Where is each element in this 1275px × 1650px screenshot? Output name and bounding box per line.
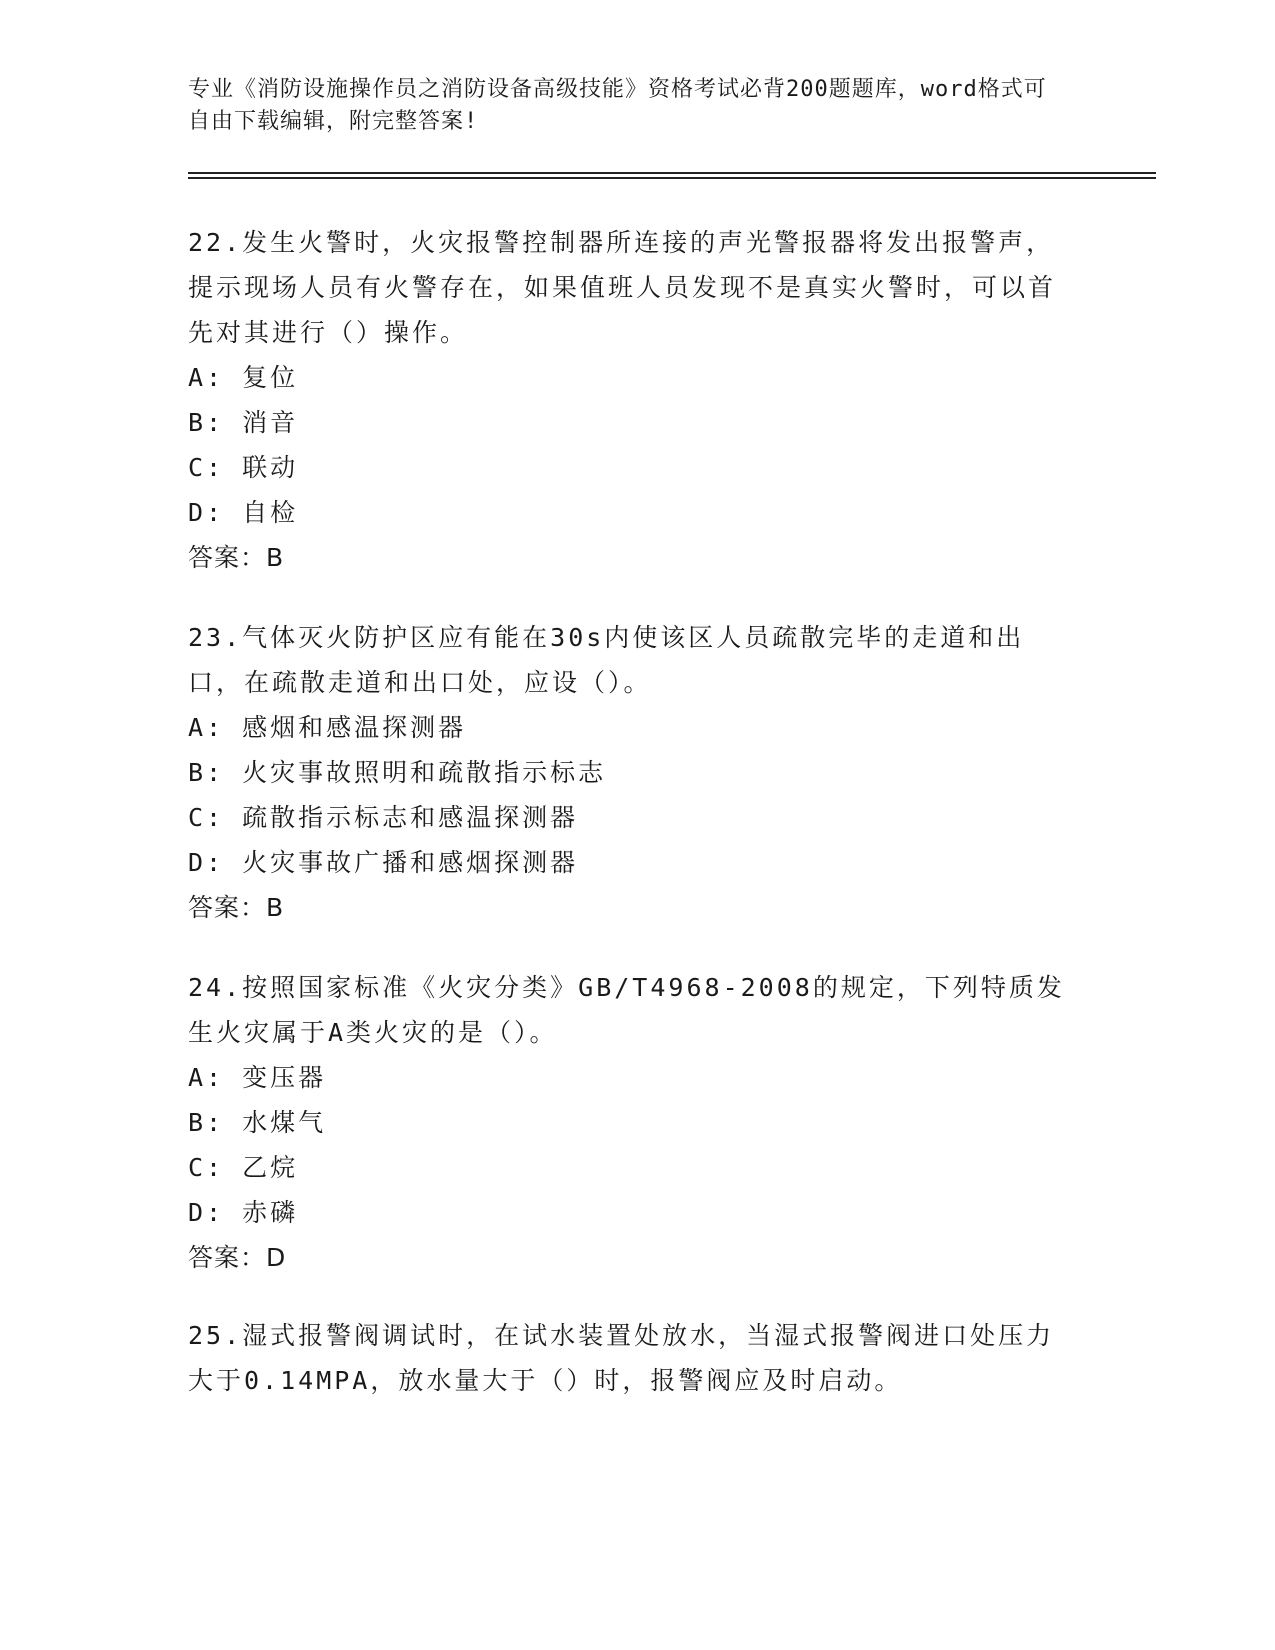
option-d: D: 赤磷	[188, 1198, 299, 1227]
header-divider-top	[188, 172, 1156, 174]
option-a: A: 变压器	[188, 1063, 327, 1092]
question-22	[188, 220, 1078, 581]
question-stem: 22.发生火警时，火灾报警控制器所连接的声光警报器将发出报警声，提示现场人员有火警存在，如果值班人员发现不是真实火警时，可以首先对其进行（）操作。	[188, 228, 1057, 347]
option-d: D: 火灾事故广播和感烟探测器	[188, 848, 579, 877]
option-d: D: 自检	[188, 498, 299, 527]
question-24	[188, 965, 1078, 1281]
option-a: A: 感烟和感温探测器	[188, 713, 467, 742]
document-header: 专业《消防设施操作员之消防设备高级技能》资格考试必背200题题库，word格式可自由下载编辑，附完整答案!	[188, 77, 1047, 134]
option-b: B: 水煤气	[188, 1108, 327, 1137]
header-divider-bottom	[188, 177, 1156, 179]
option-c: C: 联动	[188, 453, 299, 482]
answer-label: 答案：B	[188, 543, 285, 572]
question-23	[188, 615, 1078, 931]
option-b: B: 火灾事故照明和疏散指示标志	[188, 758, 607, 787]
option-b: B: 消音	[188, 408, 299, 437]
question-stem: 23.气体灭火防护区应有能在30s内使该区人员疏散完毕的走道和出口，在疏散走道和出口处，应设（）。	[188, 623, 1025, 697]
answer-label: 答案：B	[188, 893, 285, 922]
question-25	[188, 1313, 1078, 1403]
question-stem: 24.按照国家标准《火灾分类》GB/T4968-2008的规定，下列特质发生火灾属于A类火灾的是（）。	[188, 973, 1065, 1047]
question-stem: 25.湿式报警阀调试时，在试水装置处放水，当湿式报警阀进口处压力大于0.14MPA，放水量大于（）时，报警阀应及时启动。	[188, 1321, 1055, 1395]
option-a: A: 复位	[188, 363, 299, 392]
option-c: C: 疏散指示标志和感温探测器	[188, 803, 579, 832]
option-c: C: 乙烷	[188, 1153, 299, 1182]
answer-label: 答案：D	[188, 1243, 287, 1272]
